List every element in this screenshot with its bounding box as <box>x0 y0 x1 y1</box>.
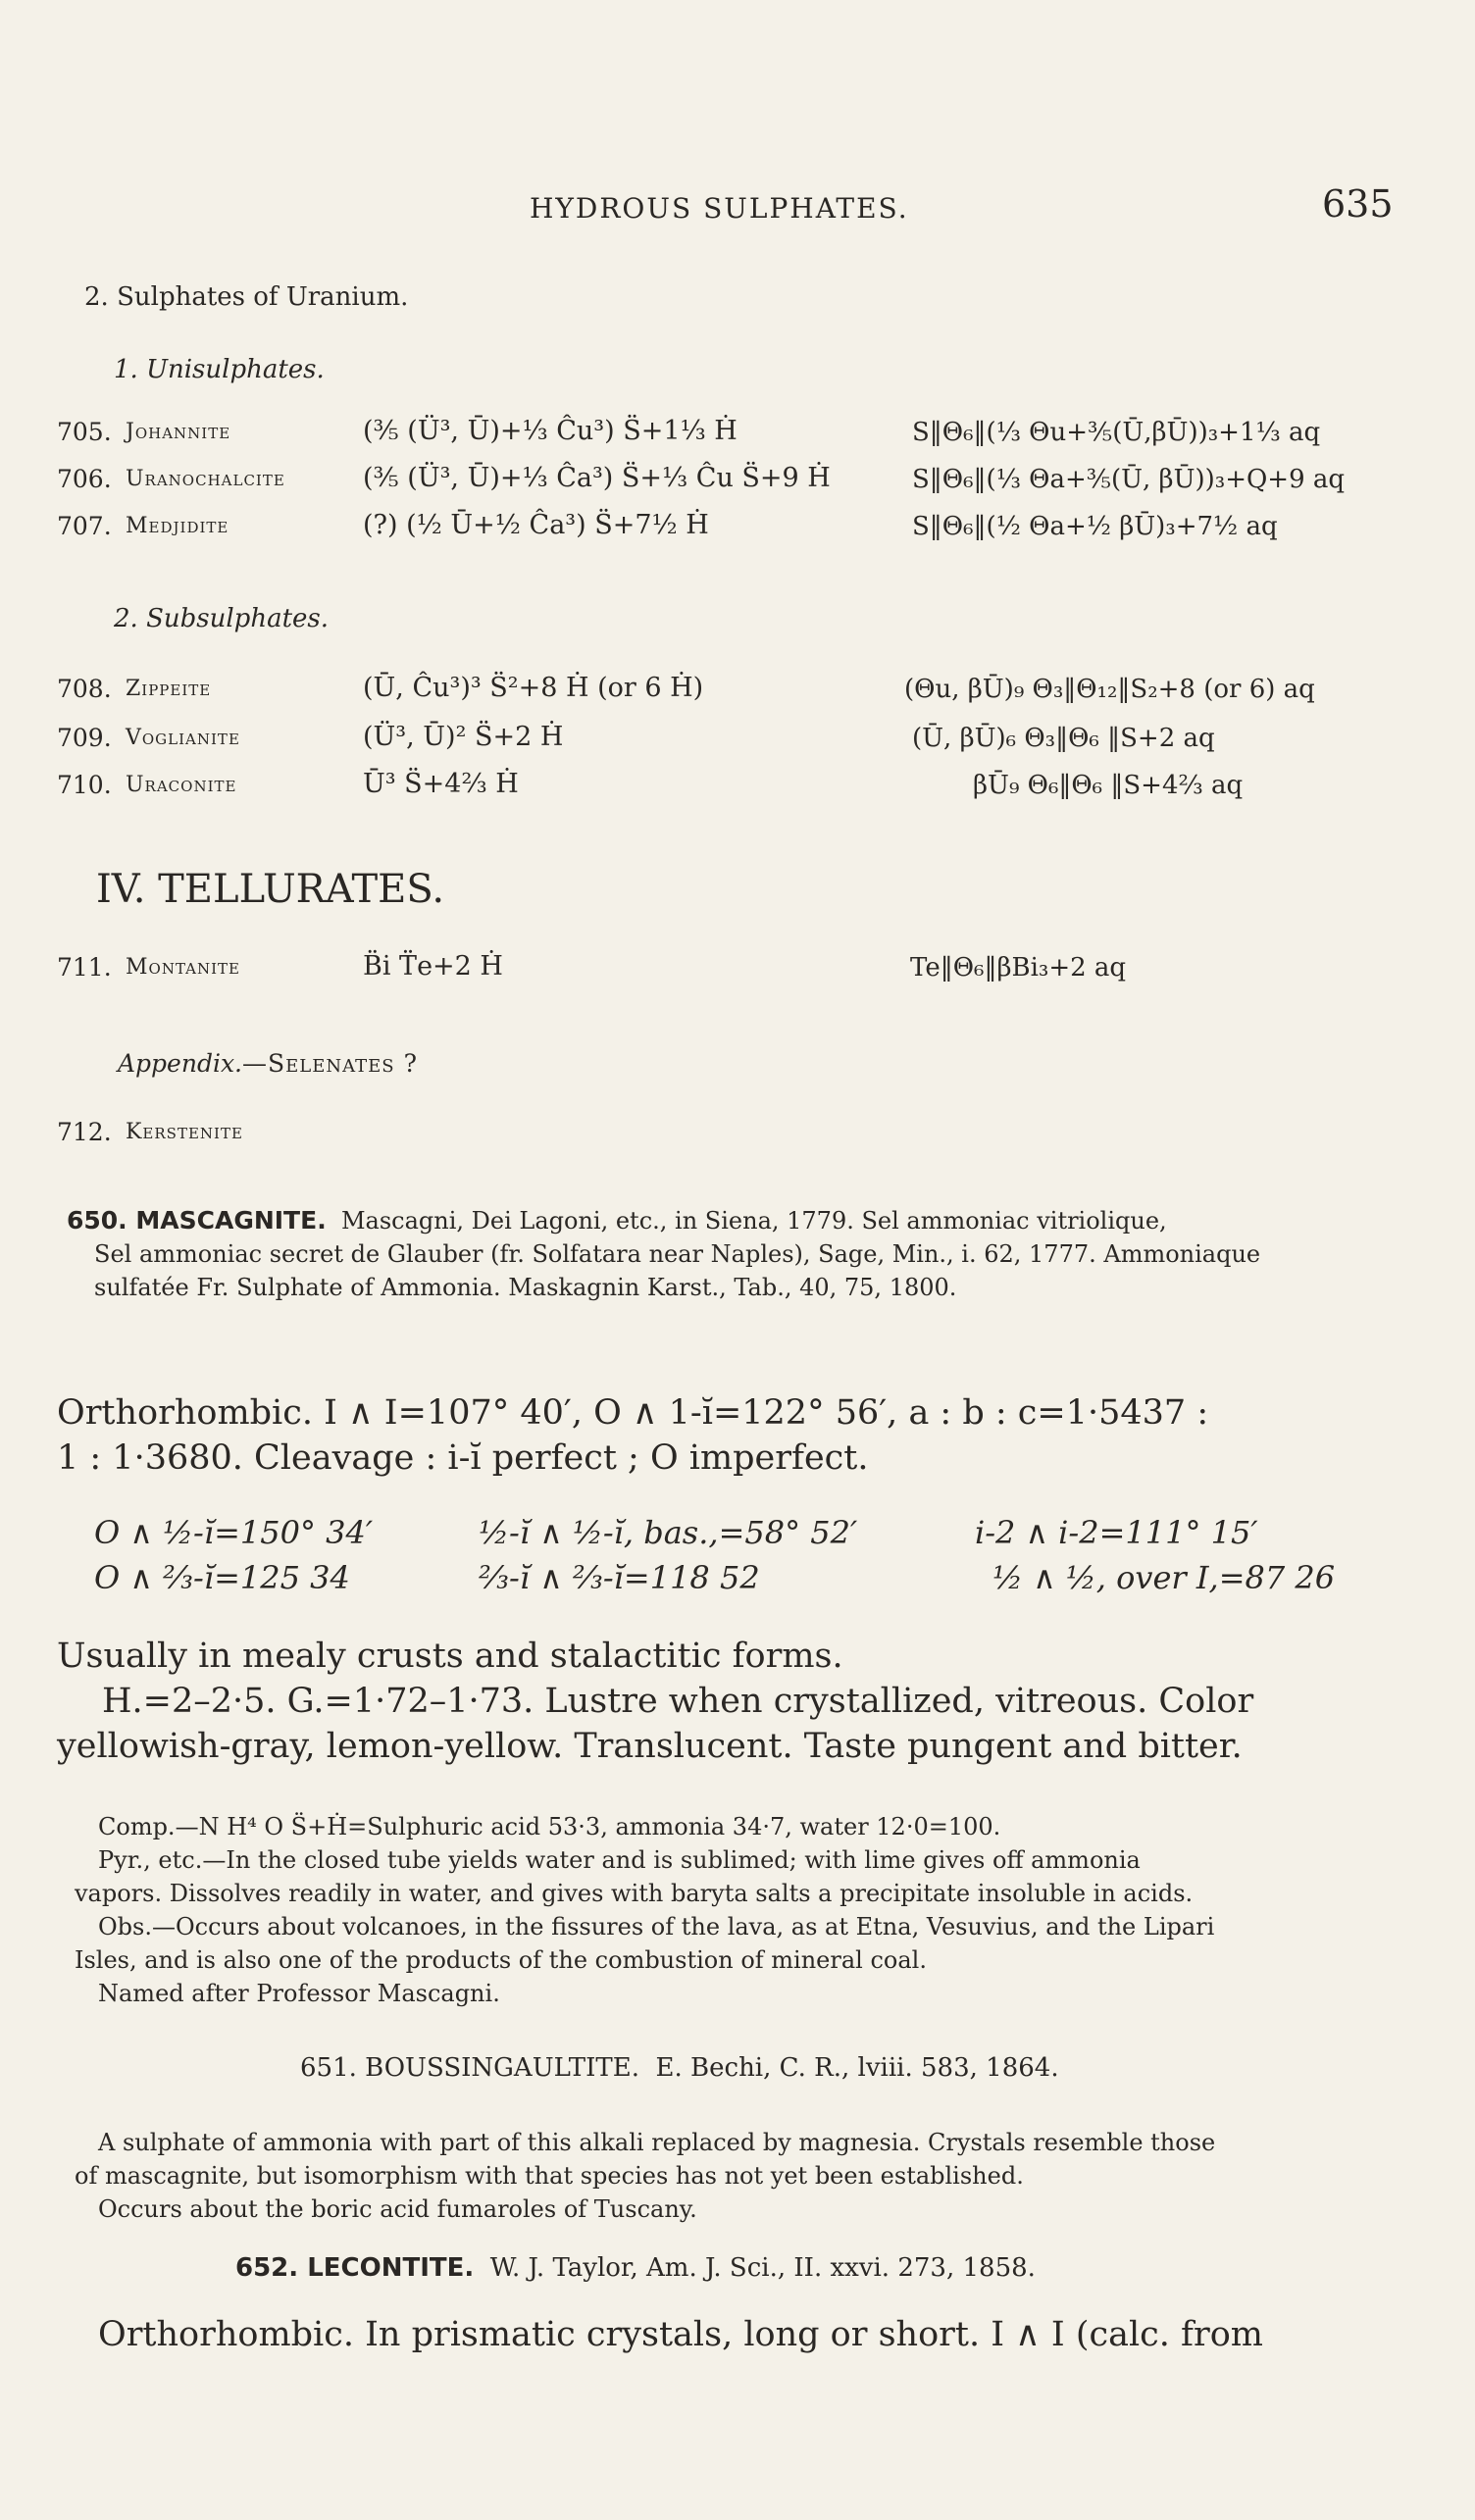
angle-value: ⅔-ĭ ∧ ⅔-ĭ=118 52 <box>479 1559 760 1596</box>
angle-value: i-2 ∧ i-2=111° 15′ <box>975 1514 1258 1551</box>
mineral-name: Kerstenite <box>126 1120 243 1144</box>
mascagnite-crystallography <box>57 1390 1450 1481</box>
text-line: A sulphate of ammonia with part of this alkali replaced by magnesia. Crystals resemble those <box>98 2129 1216 2156</box>
mascagnite-description <box>57 1634 1450 1769</box>
description-line: H.=2–2·5. G.=1·72–1·73. Lustre when crystallized, vitreous. Color <box>102 1682 1254 1721</box>
reference-line: sulfatée Fr. Sulphate of Ammonia. Maskagnin Karst., Tab., 40, 75, 1800. <box>94 1274 957 1301</box>
angle-value: ½-ĭ ∧ ½-ĭ, bas.,=58° 52′ <box>479 1514 858 1551</box>
mineral-name: Zippeite <box>126 677 212 701</box>
reference-line: Sel ammoniac secret de Glauber (fr. Solfatara near Naples), Sage, Min., i. 62, 1777. Ammoniaque <box>94 1240 1261 1268</box>
formula-old: (⅗ (Ü³, Ū)+⅓ Ĉa³) S̈+⅓ Ĉu S̈+9 Ḣ <box>363 463 831 493</box>
formula-old: (Ū, Ĉu³)³ S̈²+8 Ḣ (or 6 Ḣ) <box>363 673 704 703</box>
entry-number: 707. <box>57 512 112 540</box>
formula-old: B̈i T̈e+2 Ḣ <box>363 951 503 982</box>
lecontite-heading <box>235 2253 1036 2283</box>
angle-value: O ∧ ⅔-ĭ=125 34 <box>94 1559 350 1596</box>
subheading-unisulphates: 1. Unisulphates. <box>114 355 325 384</box>
note-line: Obs.—Occurs about volcanoes, in the fissures of the lava, as at Etna, Vesuvius, and the Lipari <box>98 1913 1215 1940</box>
mineral-name: Voglianite <box>126 726 240 750</box>
note-line: Comp.—N H⁴ O S̈+Ḣ=Sulphuric acid 53·3, ammonia 34·7, water 12·0=100. <box>98 1813 1001 1840</box>
description-line: yellowish-gray, lemon-yellow. Translucent. Taste pungent and bitter. <box>57 1727 1243 1766</box>
lecontite-text-line: Orthorhombic. In prismatic crystals, long or short. I ∧ I (calc. from <box>98 2315 1263 2354</box>
formula-new: S‖Θ₆‖(⅓ Θu+⅗(Ū,βŪ))₃+1⅓ aq <box>912 418 1321 447</box>
boussingaultite-heading <box>300 2053 1059 2083</box>
boussingaultite-reference: E. Bechi, C. R., lviii. 583, 1864. <box>655 2053 1059 2083</box>
section-heading-tellurates: IV. TELLURATES. <box>96 867 445 912</box>
angle-value: ½ ∧ ½, over I,=87 26 <box>992 1559 1336 1596</box>
entry-number: 709. <box>57 724 112 752</box>
lecontite-title: 652. LECONTITE. <box>235 2253 475 2283</box>
mineral-name: Uranochalcite <box>126 467 285 491</box>
formula-new: (Θu, βŪ)₉ Θ₃‖Θ₁₂‖S₂+8 (or 6) aq <box>904 675 1315 704</box>
note-line: Isles, and is also one of the products of the combustion of mineral coal. <box>75 1946 927 1974</box>
appendix-label: Appendix. <box>118 1049 243 1078</box>
mascagnite-reference <box>67 1204 1450 1304</box>
mineral-name: Johannite <box>126 420 231 444</box>
mascagnite-notes <box>75 1810 1457 2010</box>
entry-number: 711. <box>57 953 112 982</box>
formula-new: S‖Θ₆‖(½ Θa+½ βŪ)₃+7½ aq <box>912 512 1278 541</box>
formula-old: (Ü³, Ū)² S̈+2 Ḣ <box>363 722 564 752</box>
entry-number: 710. <box>57 771 112 799</box>
mineral-name: Montanite <box>126 955 240 980</box>
note-line: vapors. Dissolves readily in water, and gives with baryta salts a precipitate insoluble in acids. <box>75 1880 1194 1907</box>
appendix-text: —Selenates ? <box>242 1049 418 1078</box>
formula-new: Te‖Θ₆‖βBi₃+2 aq <box>910 953 1127 983</box>
subheading-subsulphates: 2. Subsulphates. <box>114 604 330 633</box>
formula-old: (⅗ (Ü³, Ū)+⅓ Ĉu³) S̈+1⅓ Ḣ <box>363 416 738 446</box>
note-line: Pyr., etc.—In the closed tube yields water and is sublimed; with lime gives off ammonia <box>98 1846 1141 1874</box>
formula-old: Ū³ S̈+4⅔ Ḣ <box>363 769 519 799</box>
lecontite-reference: W. J. Taylor, Am. J. Sci., II. xxvi. 273, 1858. <box>489 2253 1036 2283</box>
crystallography-line: Orthorhombic. I ∧ I=107° 40′, O ∧ 1-ĭ=122° 56′, a : b : c=1·5437 : <box>57 1393 1209 1433</box>
reference-line: Mascagni, Dei Lagoni, etc., in Siena, 1779. Sel ammoniac vitriolique, <box>340 1207 1167 1235</box>
formula-old: (?) (½ Ū+½ Ĉa³) S̈+7½ Ḣ <box>363 510 709 540</box>
page-number: 635 <box>1322 182 1394 226</box>
boussingaultite-title: 651. BOUSSINGAULTITE. <box>300 2053 639 2083</box>
section-heading-uranium: 2. Sulphates of Uranium. <box>84 282 409 312</box>
text-line: of mascagnite, but isomorphism with that species has not yet been established. <box>75 2162 1024 2190</box>
boussingaultite-text <box>75 2126 1457 2226</box>
mineral-name: Medjidite <box>126 514 229 538</box>
entry-number: 706. <box>57 465 112 493</box>
note-line: Named after Professor Mascagni. <box>98 1980 500 2007</box>
entry-number: 705. <box>57 418 112 446</box>
angle-value: O ∧ ½-ĭ=150° 34′ <box>94 1514 374 1551</box>
mascagnite-title: 650. MASCAGNITE. <box>67 1206 327 1235</box>
crystallography-line: 1 : 1·3680. Cleavage : i-ĭ perfect ; O imperfect. <box>57 1438 869 1478</box>
formula-new: βŪ₉ Θ₆‖Θ₆ ‖S+4⅔ aq <box>973 771 1244 800</box>
text-line: Occurs about the boric acid fumaroles of Tuscany. <box>98 2195 697 2223</box>
appendix-line <box>118 1049 418 1078</box>
entry-number: 708. <box>57 675 112 703</box>
entry-number: 712. <box>57 1118 112 1146</box>
mineral-name: Uraconite <box>126 773 237 797</box>
running-header: HYDROUS SULPHATES. <box>530 192 909 225</box>
formula-new: (Ū, βŪ)₆ Θ₃‖Θ₆ ‖S+2 aq <box>912 724 1215 753</box>
formula-new: S‖Θ₆‖(⅓ Θa+⅗(Ū, βŪ))₃+Q+9 aq <box>912 465 1346 494</box>
description-line: Usually in mealy crusts and stalactitic forms. <box>57 1637 843 1676</box>
